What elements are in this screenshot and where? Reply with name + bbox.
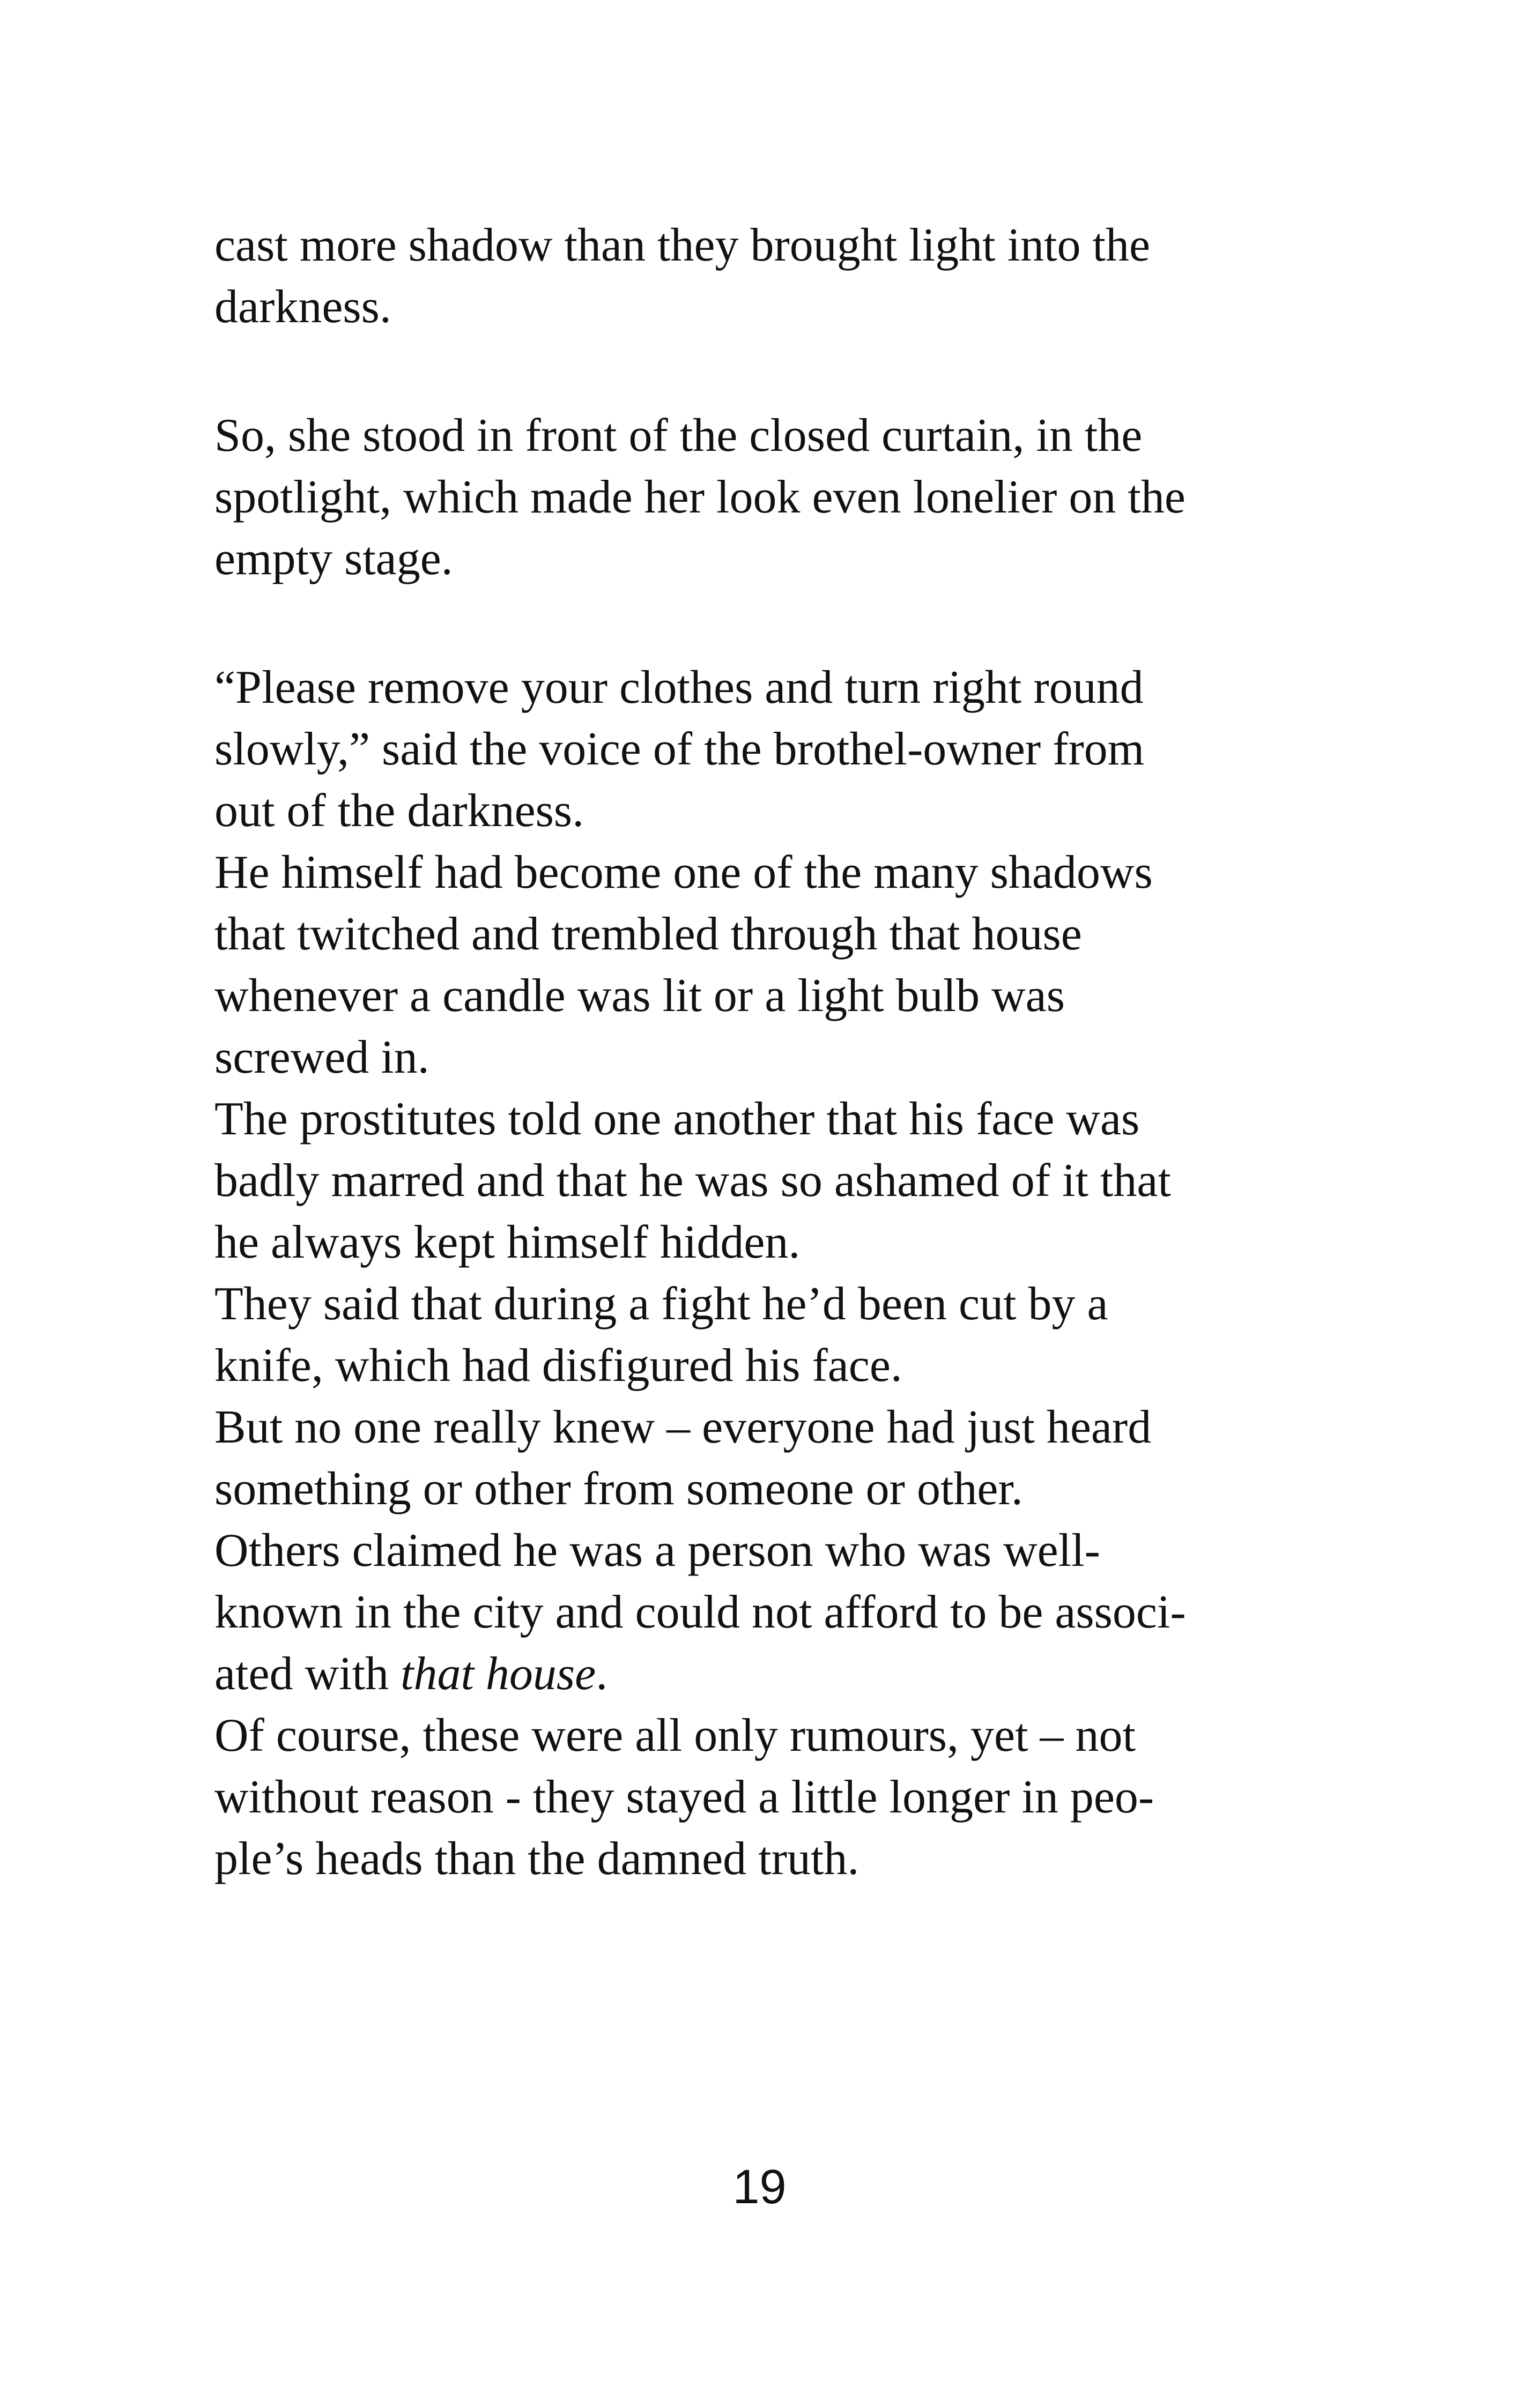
text-line: known in the city and could not afford to be associ- (214, 1586, 1186, 1638)
text-line: badly marred and that he was so ashamed of it that (214, 1155, 1171, 1207)
text-line: So, she stood in front of the closed curtain, in the (214, 410, 1143, 462)
text-line: “Please remove your clothes and turn right round (214, 662, 1144, 714)
text-line: The prostitutes told one another that his face was (214, 1093, 1140, 1145)
page-number: 19 (732, 2160, 787, 2214)
text-line: cast more shadow than they brought light into the (214, 219, 1151, 271)
paragraph-2 (214, 405, 1340, 590)
text-line: empty stage. (214, 533, 453, 585)
text-line: Others claimed he was a person who was well- (214, 1525, 1100, 1577)
text-line: knife, which had disfigured his face. (214, 1340, 902, 1392)
text-line: screwed in. (214, 1031, 429, 1083)
text-line: without reason - they stayed a little longer in peo- (214, 1771, 1154, 1823)
body-text (214, 214, 1340, 1890)
text-line: He himself had become one of the many shadows (214, 846, 1153, 898)
text-line: out of the darkness. (214, 785, 584, 837)
text-line-with-italic (214, 1643, 1340, 1705)
text-line: But no one really knew – everyone had just heard (214, 1401, 1152, 1453)
text-line: that twitched and trembled through that house (214, 908, 1082, 960)
paragraph-3 (214, 657, 1340, 1890)
text-line: slowly,” said the voice of the brothel-owner from (214, 723, 1145, 775)
paragraph-gap (214, 590, 1340, 657)
text-line: spotlight, which made her look even lonelier on the (214, 471, 1185, 523)
text-segment: ated with (214, 1648, 401, 1700)
text-line: he always kept himself hidden. (214, 1216, 801, 1268)
paragraph-gap (214, 338, 1340, 405)
text-segment: . (596, 1648, 608, 1700)
text-line: ple’s heads than the damned truth. (214, 1833, 859, 1885)
italic-phrase: that house (401, 1648, 596, 1700)
text-line: Of course, these were all only rumours, yet – not (214, 1710, 1136, 1762)
text-line: something or other from someone or other. (214, 1463, 1023, 1515)
text-line: They said that during a fight he’d been cut by a (214, 1278, 1108, 1330)
text-line: whenever a candle was lit or a light bulb was (214, 970, 1065, 1022)
paragraph-1 (214, 214, 1340, 338)
text-line: darkness. (214, 281, 391, 333)
